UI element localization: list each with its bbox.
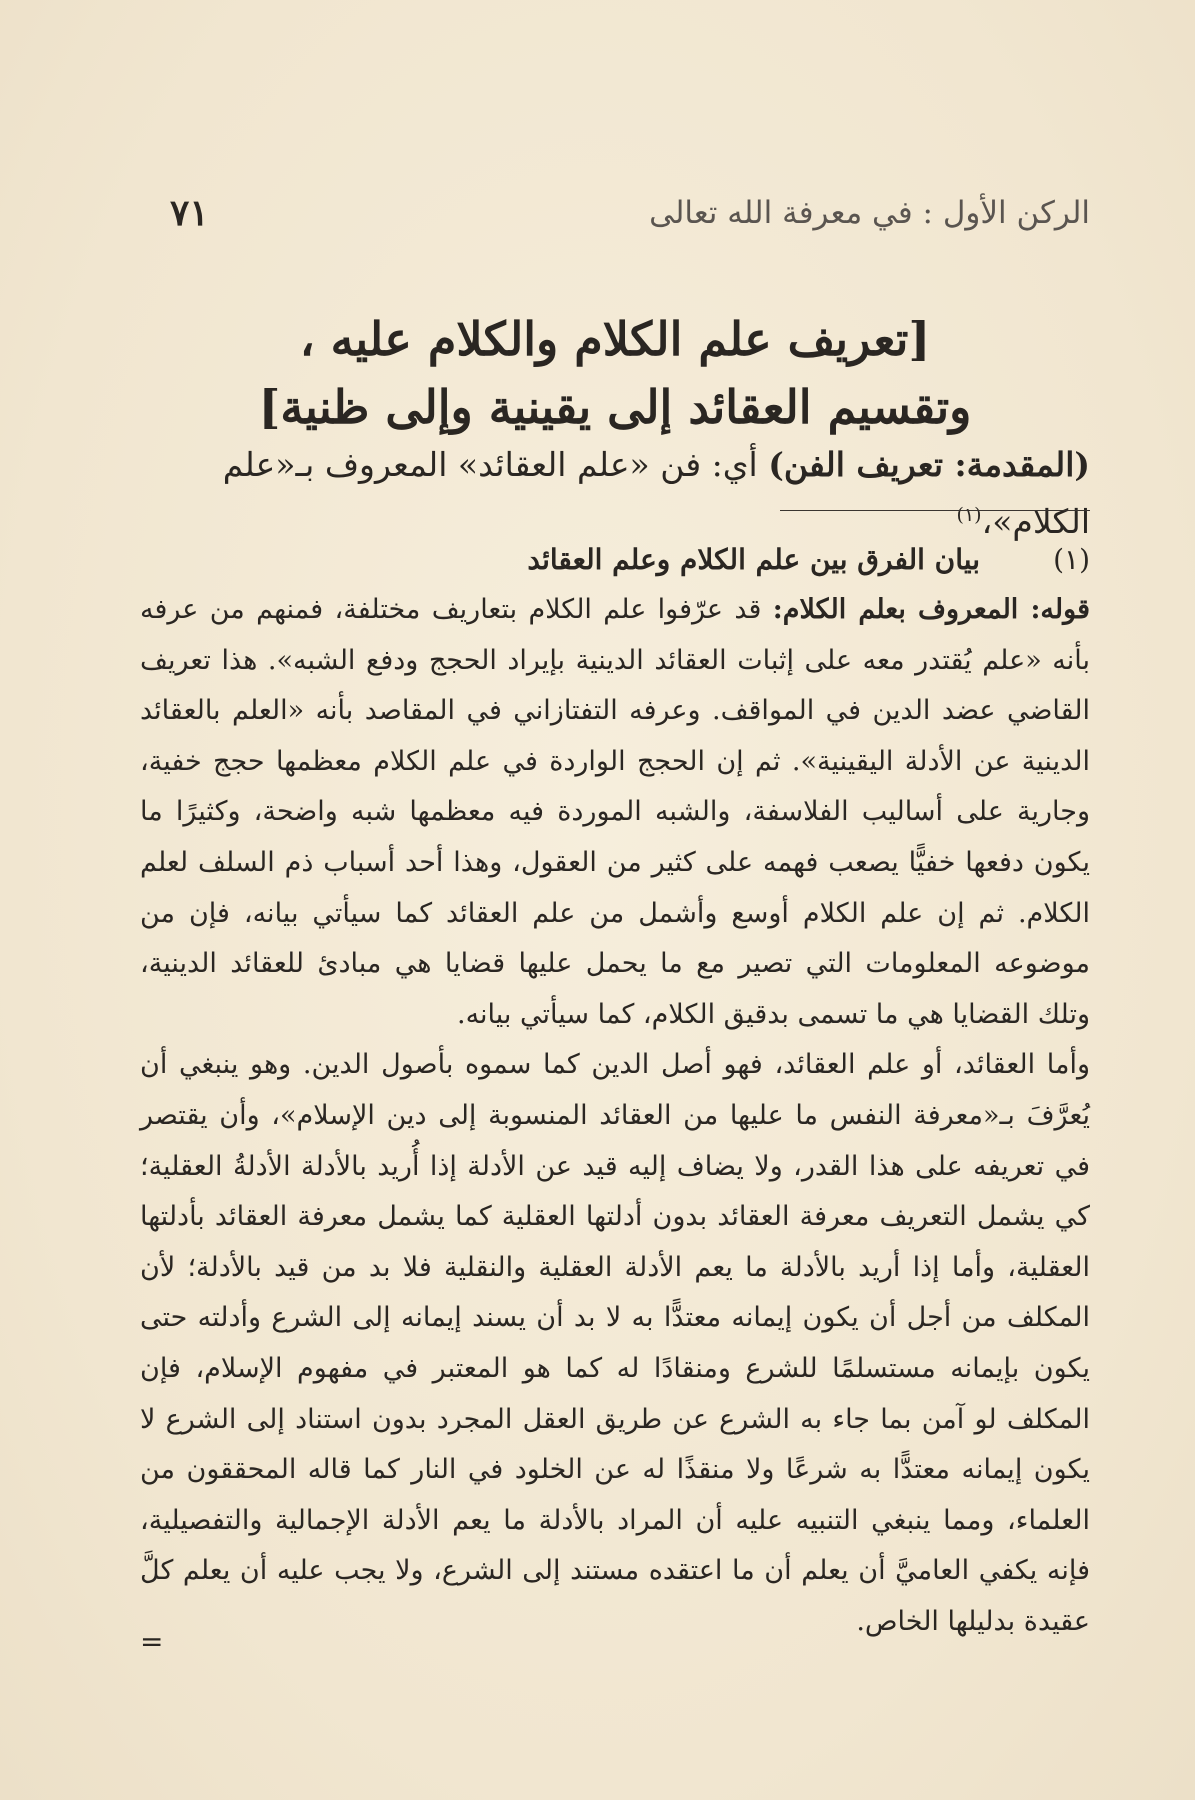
chapter-title [140,305,1090,441]
footnote-reference: (١) [956,504,982,526]
footnote-heading: بيان الفرق بين علم الكلام وعلم العقائد [527,543,980,576]
footnote-paragraph-1-text: قد عرّفوا علم الكلام بتعاريف مختلفة، فمنهم من عرفه بأنه «علم يُقتدر معه على إثبات العقائد الدينية بإيراد الحجج ودفع الشبه». هذا تعريف القاضي عضد الدين في المواقف. وعرفه التفتازاني في المقاصد بأنه «العلم بالعقائد الدينية عن الأدلة اليقينية». ثم إن الحجج الواردة في علم الكلام معظمها حجج خفية، وجارية على أساليب الفلاسفة، والشبه الموردة فيه معظمها شبه واضحة، وكثيرًا ما يكون دفعها خفيًّا يصعب فهمه على كثير من العقول، وهذا أحد أسباب ذم السلف لعلم الكلام. ثم إن علم الكلام أوسع وأشمل من علم العقائد كما سيأتي بيانه، فإن من موضوعه المعلومات التي تصير مع ما يحمل عليها قضايا هي مبادئ للعقائد الدينية، وتلك القضايا هي ما تسمى بدقيق الكلام، كما سيأتي بيانه. [140,594,1090,1030]
running-header [140,188,1090,238]
page-number: ٧١ [170,192,209,234]
footnote-lemma: قوله: المعروف بعلم الكلام: [772,594,1090,625]
intro-bold-label: (المقدمة: تعريف الفن) [768,445,1090,484]
footnote-heading-row [140,535,1090,585]
chapter-title-line-2: وتقسيم العقائد إلى يقينية وإلى ظنية] [258,380,972,434]
footnote [140,535,1090,1647]
footnote-paragraph-2: وأما العقائد، أو علم العقائد، فهو أصل الدين كما سموه بأصول الدين. وهو ينبغي أن يُعرَّفَ بـ«معرفة النفس ما عليها من العقائد المنسوبة إلى دين الإسلام»، وأن يقتصر في تعريفه على هذا القدر، ولا يضاف إليه قيد عن الأدلة إذا أُريد بالأدلة الأدلةُ العقلية؛ كي يشمل التعريف معرفة العقائد بدون أدلتها العقلية كما يشمل معرفة العقائد بأدلتها العقلية، وأما إذا أريد بالأدلة ما يعم الأدلة العقلية والنقلية فلا بد من قيد بالأدلة؛ لأن المكلف من أجل أن يكون إيمانه معتدًّا به لا بد أن يسند إيمانه إلى الشرع وأدلته حتى يكون بإيمانه مستسلمًا للشرع ومنقادًا له كما هو المعتبر في مفهوم الإسلام، فإن المكلف لو آمن بما جاء به الشرع عن طريق العقل المجرد بدون استناد إلى الشرع لا يكون إيمانه معتدًّا به شرعًا ولا منقذًا له عن الخلود في النار كما قاله المحققون من العلماء، ومما ينبغي التنبيه عليه أن المراد بالأدلة ما يعم الأدلة الإجمالية والتفصيلية، فإنه يكفي العاميَّ أن يعلم أن ما اعتقده مستند إلى الشرع، ولا يجب عليه أن يعلم كلَّ عقيدة بدليلها الخاص. [140,1049,1090,1637]
footnote-paragraph-1 [140,585,1090,1040]
continuation-mark: = [140,1625,164,1658]
intro-line [140,440,1090,547]
section-title: الركن الأول : في معرفة الله تعالى [649,195,1090,231]
intro-text: أي: فن «علم العقائد» المعروف بـ«علم الكلام»، [222,445,1090,541]
footnote-number: (١) [1053,543,1090,576]
footnote-divider [780,510,1090,511]
chapter-title-line-1: [تعريف علم الكلام والكلام عليه ، [299,312,931,366]
